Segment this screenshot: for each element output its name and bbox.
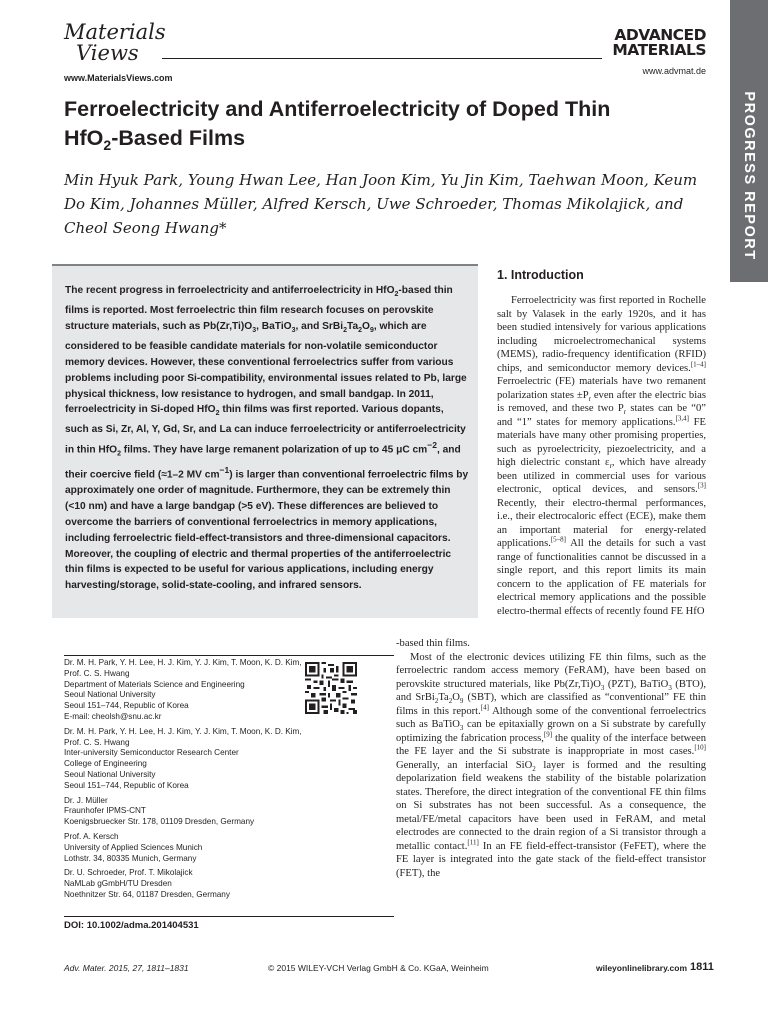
citation-link[interactable]: [10] (694, 743, 706, 752)
doi-link[interactable]: DOI: 10.1002/adma.201404531 (64, 920, 199, 931)
footer-citation: Adv. Mater. 2015, 27, 1811–1831 (64, 963, 189, 973)
logo-line-1: Materials (64, 20, 166, 44)
citation-link[interactable]: [5–8] (550, 535, 567, 544)
doi-rule (64, 916, 394, 917)
intro-paragraph-2: Most of the electronic devices utilizing FE thin films, such as the ferroelectric random access memory (FeRAM), have been based on perovskite structured materials, like $Pb(Zr,Ti)O_3$ (PZT), BaTiO$_3$ (BTO), and $SrBi_2Ta_2O_9$ (SBT), which are classified as “conventional” FE thin films in this report.[4] Although some of the conventional ferroelectrics such as BaTiO$_3$ can be epitaxially grown on a Si substrate by carefully optimizing the fabrication process,[9] the quality of the interface between the FE layer and the Si substrate is inappropriate in most cases.[10] Generally, an interfacial SiO$_2$ layer is formed and the resulting depolarization field weakens the stability of the bistable polarization states. Therefore, the direct integration of the conventional FE thin films on Si substrates has not been successful. As a consequence, the metal/FE/metal capacitors have been used in FeRAM, and metal electrodes are connected to the drain region of a Si transistor through a metallic contact.[11] In an FE field-effect-transistor (FeFET), where the FE layer is integrated into the gate stack of the field-effect transistor (FET), the (396, 651, 706, 879)
materials-views-logo (64, 22, 166, 64)
affiliation-block: Prof. A. Kersch University of Applied Sciences Munich Lothstr. 34, 80335 Munich, Germany (64, 831, 203, 863)
advanced-materials-logo (600, 28, 706, 58)
abstract-text: The recent progress in ferroelectricity and antiferroelectricity in HfO$_2$-based thin films is reported. Most ferroelectric thin film research focuses on perovskite structure materials, such as $Pb(Zr,Ti)O_3$, BaTiO$_3$, and $SrBi_2Ta_2O_9$, which are considered to be feasible candidate materials for non-volatile semiconductor memory devices. However, these conventional ferroelectrics suffer from various problems including poor Si-compatibility, environmental issues related to Pb, large physical thickness, low resistance to hydrogen, and small bandgap. In 2011, ferroelectricity in Si-doped HfO$_2$ thin films was first reported. Various dopants, such as Si, Zr, Al, Y, Gd, Sr, and La can induce ferroelectricity or antiferroelectricity in thin HfO$_2$ films. They have large remanent polarization of up to 45 μC $cm^{-2}$, and their coercive field (≈1–2 MV $cm^{-1}$) is larger than conventional ferroelectric films by approximately one order of magnitude. Furthermore, they can be extremely thin (<10 nm) and have a large bandgap (>5 eV). These differences are believed to overcome the barriers of conventional ferroelectrics in memory applications, including ferroelectric field-effect-transistors and three-dimensional capacitors. Moreover, the coupling of electric and thermal properties of the antiferroelectric thin films is expected to be useful for various applications, including energy harvesting/storage, solid-state-cooling, and infrared sensors. (65, 285, 469, 592)
title-line-2a: HfO (64, 126, 104, 150)
title-line-1: Ferroelectricity and Antiferroelectricity of Doped Thin (64, 97, 611, 121)
journal-line-2: MATERIALS (612, 41, 706, 59)
qr-code-icon[interactable] (305, 662, 357, 714)
intro-paragraph-1: Ferroelectricity was first reported in Rochelle salt by Valasek in the early 1920s, and it has been studied intensively for various applications including microelectromechanical systems (MEMS), radio-frequency identification (RFID) chips, and semiconductor memory devices.[1–4] Ferroelectric (FE) materials have two remanent polarization states $\pm P_r$ even after the electric bias is removed, and these two $P_r$ states can be “0” and “1” states for memory applications.[3,4] FE materials have many other promising properties, such as pyroelectricity, piezoelectricity, and a high dielectric constant $\varepsilon_r$, which have already been utilized in commercial uses for various electronic, optical devices, and sensors.[3] Recently, their electro-thermal performances, i.e., their electrocaloric effect (ECE), make them an important material for energy-related applications.[5–8] All the details for such a vast range of functionalities cannot be discussed in a single report, and this report limits its main concern to the application of FE materials for electrical memory applications and the possible electro-thermal effects of recently found FE HfO (497, 295, 706, 617)
section-heading-introduction: 1. Introduction (497, 268, 584, 282)
intro-column-right (497, 294, 706, 637)
section-tab-label: PROGRESS REPORT (741, 91, 757, 261)
affiliation-block: Dr. J. Müller Fraunhofer IPMS-CNT Koenigsbruecker Str. 178, 01109 Dresden, Germany (64, 795, 255, 827)
citation-link[interactable]: [3,4] (675, 413, 689, 422)
title-subscript: 2 (103, 137, 112, 153)
intro-text-continued: -based thin films. (396, 638, 470, 649)
author-list: Min Hyuk Park, Young Hwan Lee, Han Joon Kim, Yu Jin Kim, Taehwan Moon, Keum Do Kim, Johannes Müller, Alfred Kersch, Uwe Schroeder, Thomas Mikolajick, and Cheol Seong Hwang* (64, 171, 698, 237)
affiliation-rule (64, 655, 394, 656)
journal-line-1: ADVANCED (614, 26, 706, 44)
citation-link[interactable]: [9] (543, 729, 553, 738)
citation-link[interactable]: [3] (697, 481, 706, 490)
affiliation-block: Dr. M. H. Park, Y. H. Lee, H. J. Kim, Y. J. Kim, T. Moon, K. D. Kim, Prof. C. S. Hwang Department of Materials Science and Engineering Seoul National University Seoul 151–744, Republic of Korea E-mail: cheolsh@snu.ac.kr (64, 658, 314, 723)
intro-column-wide (396, 637, 706, 934)
title-line-2b: -Based Films (111, 126, 246, 150)
section-tab (730, 0, 768, 282)
affiliation-block: Dr. U. Schroeder, Prof. T. Mikolajick NaMLab gGmbH/TU Dresden Noethnitzer Str. 64, 01187 Dresden, Germany (64, 868, 230, 899)
footer-site-link[interactable]: wileyonlinelibrary.com (596, 963, 688, 973)
advmat-url[interactable]: www.advmat.de (642, 66, 706, 76)
page-number: 1811 (690, 961, 714, 973)
intro-paragraph-1-continued (396, 637, 706, 651)
logo-line-2: Views (76, 41, 139, 65)
email-link[interactable]: E-mail: cheolsh@snu.ac.kr (64, 711, 162, 721)
header-rule (162, 58, 602, 59)
citation-link[interactable]: [4] (480, 702, 489, 711)
citation-link[interactable]: [1–4] (690, 359, 706, 368)
affiliation-block: Dr. M. H. Park, Y. H. Lee, H. J. Kim, Y. J. Kim, T. Moon, K. D. Kim, Prof. C. S. Hwang Inter-university Semiconductor Research Center College of Engineering Seoul National University Seoul 151–744, Republic of Korea (64, 726, 302, 790)
citation-link[interactable]: [11] (467, 837, 479, 846)
affiliations (64, 658, 314, 905)
materials-views-url[interactable]: www.MaterialsViews.com (64, 73, 173, 83)
article-title (64, 95, 704, 155)
footer-copyright: © 2015 WILEY-VCH Verlag GmbH & Co. KGaA, Weinheim (268, 963, 489, 973)
